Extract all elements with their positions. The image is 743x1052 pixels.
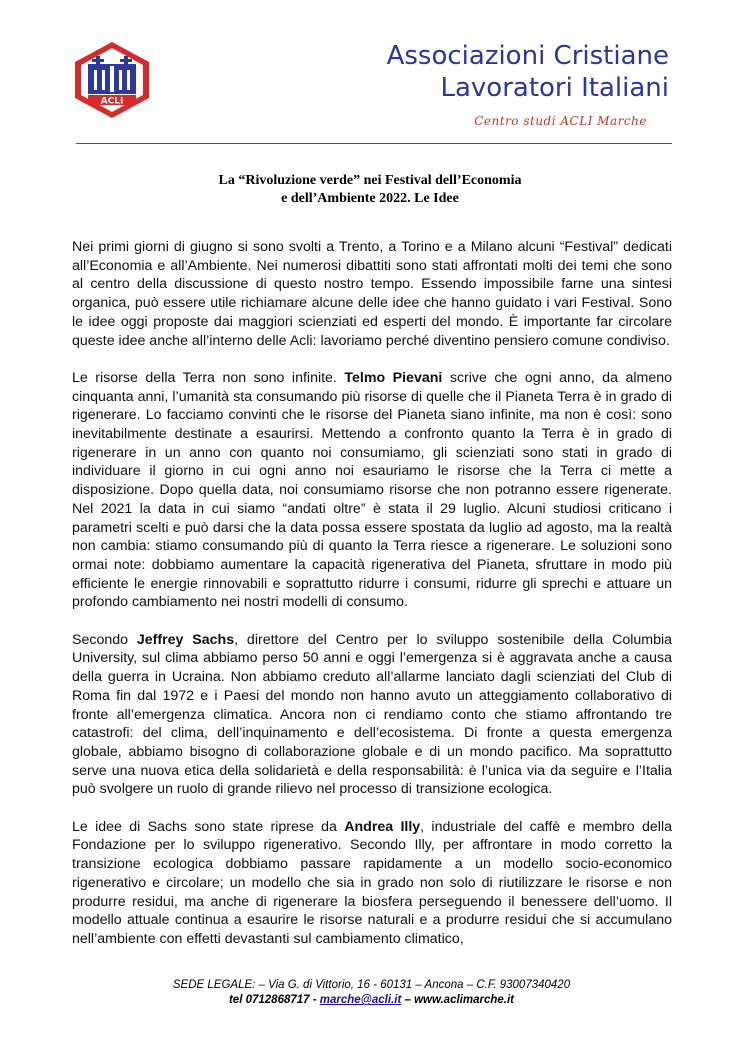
logo-text: ACLI — [100, 96, 124, 107]
p4-text-pre: Le idee di Sachs sono state riprese da — [72, 818, 345, 835]
p3-text-pre: Secondo — [72, 631, 137, 648]
title-line-1: La “Rivoluzione verde” nei Festival dell’Economia — [218, 173, 522, 188]
paragraph-1: Nei primi giorni di giugno si sono svolti a Trento, a Torino e a Milano alcuni “Festival” dedicati all’Economia e all’Ambiente. Nei numerosi dibattiti sono stati affrontati molti dei temi che sono al centro della discussione di questo nostro tempo. Essendo impossibile farne una sintesi organica, può essere utile richiamare alcune delle idee che hanno guidato i vari Festival. Sono le idee oggi proposte dai maggiori scienziati ed esperti del mondo. È importante far circolare queste idee anche all’interno delle Acli: lavoriamo perché diventino pensiero comune condiviso. — [72, 239, 672, 349]
p3-text-post: , direttore del Centro per lo sviluppo sostenibile della Columbia University, sul clima abbiamo perso 50 anni e oggi l’emergenza si è aggravata anche a causa della guerra in Ucraina. Non abbiamo creduto all’allarme lanciato dagli scienziati del Club di Roma fin dal 1972 e i Paesi del mondo non hanno avuto un atteggiamento collaborativo di fronte all’emergenza climatica. Ancora non ci rendiamo conto che stiamo affrontando tre catastrofi: del clima, dell’inquinamento e dell’ecosistema. Di fronte a questa emergenza globale, abbiamo bisogno di collaborazione globale e di un mondo pacifico. Ma soprattutto serve una nuova etica della solidarietà e della responsabilità: è l’unica via da seguire e l’Italia può svolgere un ruolo di grande rilievo nel processo di transizione ecologica. — [72, 631, 673, 798]
page-footer — [0, 978, 743, 1008]
document-body — [72, 238, 672, 967]
org-line-1: Associazioni Cristiane — [386, 41, 669, 71]
paragraph-4 — [72, 818, 672, 949]
header-divider — [76, 143, 672, 144]
title-line-2: e dell’Ambiente 2022. Le Idee — [281, 191, 459, 206]
p3-person-name: Jeffrey Sachs — [136, 631, 235, 648]
acli-logo — [72, 40, 152, 120]
organization-name — [387, 40, 669, 104]
footer-address: SEDE LEGALE: – Via G. di Vittorio, 16 - 60131 – Ancona – C.F. 93007340420 — [172, 979, 571, 991]
centro-studi-label: Centro studi ACLI Marche — [474, 114, 647, 128]
paragraph-3 — [72, 631, 672, 799]
p4-text-post: , industriale del caffè e membro della Fondazione per lo sviluppo rigenerativo. Secondo Illy, per affrontare in modo corretto la transizione ecologica dobbiamo passare rapidamente a un modello socio-economico rigenerativo e circolare; un modello che sia in grado non solo di riutilizzare le risorse e non produrre residui, ma anche di rigenerare la biosfera perseguendo il benessere dell’uomo. Il modello attuale continua a esaurire le risorse naturali e a produrre residui che si accumulano nell’ambiente con effetti devastanti sul cambiamento climatico, — [72, 818, 672, 947]
paragraph-2 — [72, 369, 672, 612]
p2-text-post: scrive che ogni anno, da almeno cinquanta anni, l’umanità sta consumando più risorse di quelle che il Pianeta Terra è in grado di rigenerare. Lo facciamo convinti che le risorse del Pianeta siano infinite, ma non è così: sono inevitabilmente destinate a esaurirsi. Mettendo a confronto quanto la Terra è in grado di rigenerare in un anno con quanto noi consumiamo, gli scienziati sono stati in grado di individuare il giorno in cui ogni anno noi esauriamo le risorse che la Terra ci mette a disposizione. Dopo quella data, noi consumiamo risorse che non potranno essere rigenerate. Nel 2021 la data in cui siamo “andati oltre” è stata il 29 luglio. Alcuni studiosi criticano i parametri scelti e può darsi che la data possa essere spostata da luglio ad agosto, ma la realtà non cambia: stiamo consumando più di quanto la Terra riesce a rigenerare. Le soluzioni sono ormai note: dobbiamo aumentare la capacità rigenerativa del Pianeta, sfruttare in modo più efficiente le energie rinnovabili e soprattutto ridurre i consumi, ridurre gli sprechi e attuare un profondo cambiamento nei nostri modelli di consumo. — [72, 369, 673, 611]
p2-person-name: Telmo Pievani — [344, 369, 443, 386]
p2-text-pre: Le risorse della Terra non sono infinite. — [72, 369, 345, 386]
document-title — [120, 172, 620, 208]
footer-phone: tel 0712868717 - — [228, 994, 320, 1006]
footer-contacts — [0, 993, 743, 1008]
p4-person-name: Andrea Illy — [344, 818, 421, 835]
footer-website: – www.aclimarche.it — [401, 994, 515, 1006]
footer-email-link[interactable]: marche@acli.it — [319, 994, 402, 1006]
org-line-2: Lavoratori Italiani — [440, 73, 669, 103]
